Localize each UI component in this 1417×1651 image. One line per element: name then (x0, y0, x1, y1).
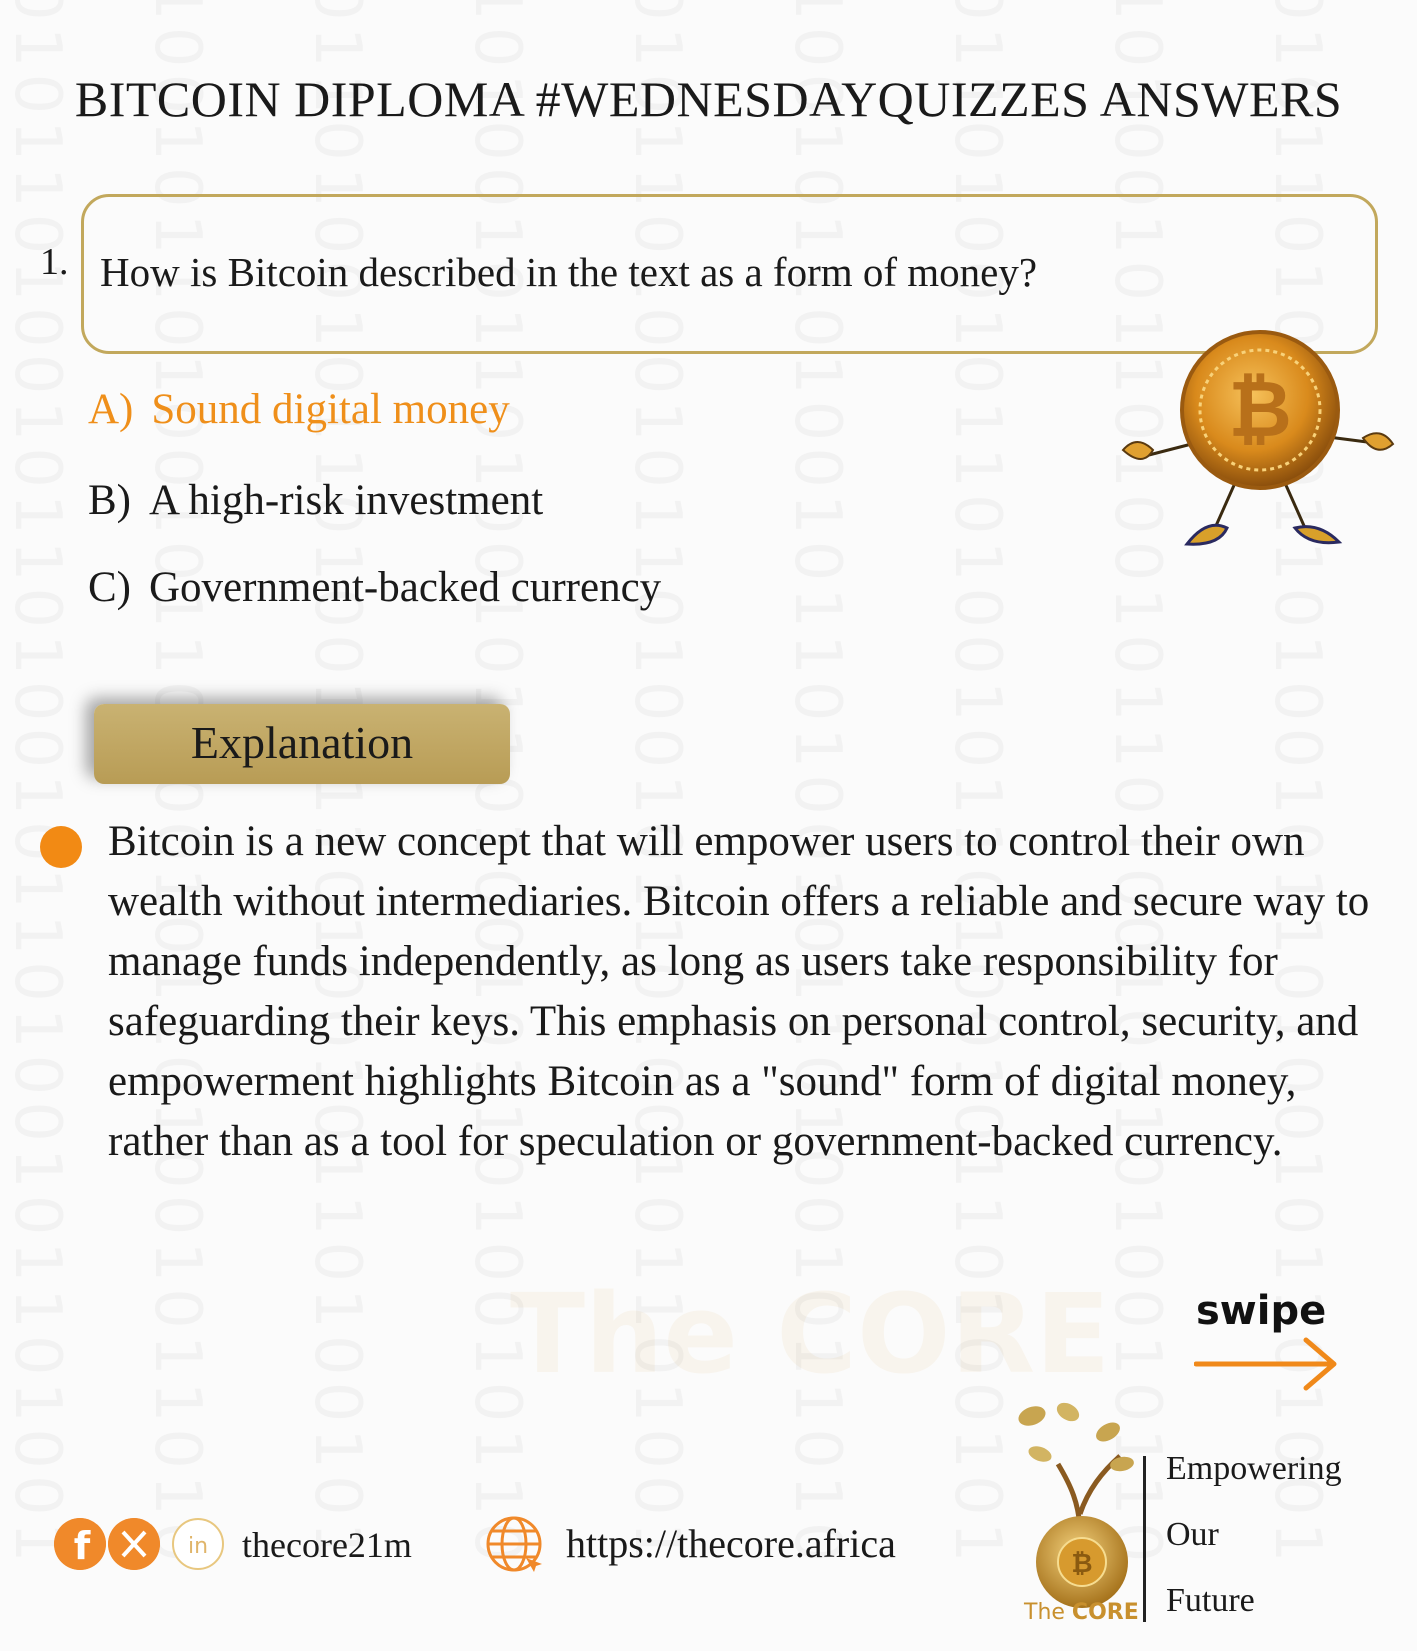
option-letter: B) (88, 477, 131, 524)
globe-icon (484, 1514, 548, 1578)
option-a-correct (88, 385, 510, 434)
question-number: 1. (40, 241, 69, 283)
option-text: Government-backed currency (149, 564, 662, 611)
logo-caption: The CORE (1024, 1600, 1139, 1625)
bullet-dot (40, 826, 82, 868)
divider (1143, 1456, 1146, 1622)
page-title: BITCOIN DIPLOMA #WEDNESDAYQUIZZES ANSWERS (74, 71, 1343, 127)
svg-text:in: in (187, 1534, 209, 1559)
option-text: Sound digital money (151, 386, 510, 433)
brand-watermark: The CORE (510, 1270, 1111, 1398)
facebook-icon[interactable] (54, 1518, 106, 1570)
bitcoin-mascot-icon (1105, 318, 1415, 568)
option-b (88, 476, 543, 525)
option-c (88, 563, 661, 612)
option-letter: C) (88, 564, 131, 611)
linkedin-icon[interactable] (172, 1518, 224, 1570)
explanation-text: Bitcoin is a new concept that will empower users to control their own wealth without intermediaries. Bitcoin offers a reliable and secure way to manage funds independently, as long as users take responsibility for safeguarding their keys. This emphasis on personal control, security, and empowerment highlights Bitcoin as a "sound" form of digital money, rather than as a tool for speculation or government-backed currency. (108, 818, 1370, 1165)
the-core-logo-icon (1010, 1394, 1150, 1624)
swipe-label: swipe (1196, 1288, 1327, 1334)
question-text: How is Bitcoin described in the text as a form of money? (100, 249, 1038, 295)
tagline-word: Future (1166, 1582, 1255, 1619)
svg-text:₿: ₿ (1071, 1549, 1093, 1579)
explanation-button[interactable]: Explanation (94, 704, 510, 784)
website-link[interactable]: https://thecore.africa (566, 1521, 896, 1566)
option-letter: A) (88, 386, 134, 433)
x-icon[interactable] (108, 1518, 160, 1570)
arrow-right-icon[interactable] (1194, 1336, 1340, 1392)
svg-text:₿: ₿ (1228, 365, 1292, 455)
svg-text:f: f (73, 1524, 91, 1568)
tagline-word: Empowering (1166, 1450, 1342, 1487)
social-handle[interactable]: thecore21m (242, 1525, 412, 1565)
tagline-word: Our (1166, 1516, 1219, 1553)
option-text: A high-risk investment (149, 477, 544, 524)
